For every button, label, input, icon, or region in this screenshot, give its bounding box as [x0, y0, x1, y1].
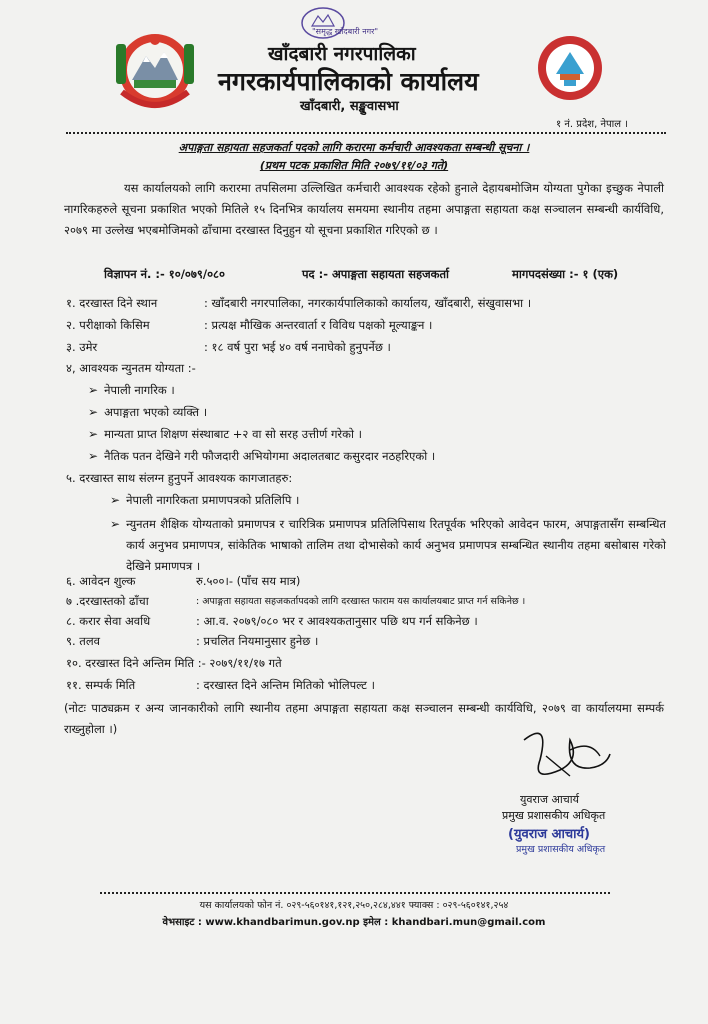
qualification-item: ➢ अपाङ्गता भएको व्यक्ति । — [88, 405, 208, 419]
stamp-name: (युवराज आचार्य) — [508, 827, 590, 842]
intro-paragraph: यस कार्यालयको लागि करारमा तपसिलमा उल्लिखित कर्मचारी आवश्यक रहेको हुनाले देहायबमोजिम योग्यता पुगेका इच्छुक नेपाली नागरिकहरुले सूचना प्रकाशित भएको मितिले १५ दिनभित्र कार्यालय समयमा स्थानीय तहमा अपाङ्गता सहायता कक्ष सञ्चालन सम्बन्धी कार्यविधि, २०७९ मा उल्लेख भएबमोजिमको ढाँचामा दरखास्त दिनुहुन यो सूचना प्रकाशित गरिएको छ । — [64, 181, 664, 237]
stamp-designation: प्रमुख प्रशासकीय अधिकृत — [516, 844, 606, 855]
item-6-value: रु.५००।- (पाँच सय मात्र) — [196, 574, 301, 588]
arrow-icon: ➢ — [88, 383, 99, 397]
office-location: खाँदबारी, सङ्खुवासभा — [300, 99, 399, 114]
signatory-designation: प्रमुख प्रशासकीय अधिकृत — [502, 809, 606, 822]
qualification-item: ➢ नैतिक पतन देखिने गरी फौजदारी अभियोगमा अदालतबाट कसुरदार नठहरिएको । — [88, 449, 436, 463]
advertisement-number: विज्ञापन नं. :- १०/०७९/०८० — [104, 267, 226, 281]
item-10: १०. दरखास्त दिने अन्तिम मिति :- २०७९/११/१७ गते — [66, 656, 282, 670]
item-6-label: ६. आवेदन शुल्क — [66, 574, 136, 588]
signature-icon — [510, 710, 630, 790]
province-text: १ नं. प्रदेश, नेपाल । — [556, 119, 629, 130]
item-7-value: : अपाङ्गता सहायता सहजकर्तापदको लागि दरखास्त फाराम यस कार्यालयबाट प्राप्त गर्न सकिनेछ । — [196, 596, 526, 607]
item-1-value: : खाँदबारी नगरपालिका, नगरकार्यपालिकाको कार्यालय, खाँदबारी, संखुवासभा । — [204, 296, 532, 310]
item-7-label: ७ .दरखास्तको ढाँचा — [66, 594, 149, 608]
header-divider — [66, 132, 666, 134]
document-item: ➢ न्युनतम शैक्षिक योग्यताको प्रमाणपत्र र चारित्रिक प्रमाणपत्र प्रतिलिपिसाथ रितपूर्वक भरिएको आवेदन फारम, अपाङ्गतासँग सम्बन्धित कार्य अनुभव प्रमाणपत्र, सांकेतिक भाषाको तालिम तथा दोभासेको कार्य अनुभव प्रमाणपत्र सम्बन्धित स्थानीय तहमा बसोबास गरेको देखिने प्रमाणपत्र । — [110, 514, 666, 577]
item-8-label: ८. करार सेवा अवधि — [66, 614, 151, 628]
footer-web-email: वेभसाइट : www.khandbarimun.gov.np इमेल : khandbari.mun@gmail.com — [162, 917, 546, 928]
arrow-icon: ➢ — [88, 449, 99, 463]
note-paragraph: (नोटः पाठ्यक्रम र अन्य जानकारीको लागि स्थानीय तहमा अपाङ्गता सहायता कक्ष सञ्चालन सम्बन्धी कार्यविधि, २०७९ वा कार्यालयमा सम्पर्क राख्नुहोला ।) — [64, 701, 664, 736]
item-3-value: : १८ वर्ष पुरा भई ४० वर्ष ननाघेको हुनुपर्नेछ । — [204, 340, 391, 354]
post-name: पद :- अपाङ्गता सहायता सहजकर्ता — [302, 267, 449, 281]
qualification-item: ➢ नेपाली नागरिक । — [88, 383, 175, 397]
footer-contact: यस कार्यालयको फोन नं. ०२९-५६०१४१,१२१,२५०,२८४,४४१ फ्याक्स : ०२९-५६०१४१,२५४ — [199, 900, 509, 911]
arrow-icon: ➢ — [88, 405, 99, 419]
item-8-value: : आ.व. २०७९/०८० भर र आवश्यकतानुसार पछि थप गर्न सकिनेछ । — [196, 614, 478, 628]
item-2-label: २. परीक्षाको किसिम — [66, 318, 150, 332]
item-4-label: ४, आवश्यक न्युनतम योग्यता :- — [66, 361, 196, 375]
item-5-label: ५. दरखास्त साथ संलग्न हुनुपर्ने आवश्यक कागजातहरु: — [66, 471, 293, 485]
arrow-icon: ➢ — [110, 493, 121, 507]
signatory-name: युवराज आचार्य — [520, 793, 579, 806]
seal-text: "समृद्ध खाँदबारी नगर" — [312, 27, 379, 36]
notice-subtitle: (प्रथम पटक प्रकाशित मिति २०७९/११/०३ गते) — [259, 159, 449, 172]
arrow-icon: ➢ — [88, 427, 99, 441]
item-9-label: ९. तलव — [66, 634, 101, 648]
office-name: नगरकार्यपालिकाको कार्यालय — [218, 67, 479, 96]
item-2-value: : प्रत्यक्ष मौखिक अन्तरवार्ता र विविध पक्षको मूल्याङ्कन । — [204, 318, 433, 332]
position-count: मागपदसंख्या :- १ (एक) — [512, 267, 619, 281]
municipality-logo-icon — [536, 34, 604, 102]
nepal-emblem-icon — [110, 22, 200, 122]
item-1-label: १. दरखास्त दिने स्थान — [66, 296, 158, 310]
municipality-name: खाँदबारी नगरपालिका — [268, 43, 416, 65]
item-9-value: : प्रचलित नियमानुसार हुनेछ । — [196, 634, 319, 648]
item-11-label: ११. सम्पर्क मिति — [66, 678, 136, 692]
document-item: ➢ नेपाली नागरिकता प्रमाणपत्रको प्रतिलिपि । — [110, 493, 300, 507]
qualification-item: ➢ मान्यता प्राप्त शिक्षण संस्थाबाट +२ वा सो सरह उत्तीर्ण गरेको । — [88, 427, 362, 441]
item-11-value: : दरखास्त दिने अन्तिम मितिको भोलिपल्ट । — [196, 678, 375, 692]
footer-divider — [100, 892, 610, 894]
item-3-label: ३. उमेर — [66, 340, 98, 354]
notice-title: अपाङ्गता सहायता सहजकर्ता पदको लागि करारमा कर्मचारी आवश्यकता सम्बन्धी सूचना । — [178, 141, 530, 154]
arrow-icon: ➢ — [110, 517, 121, 531]
